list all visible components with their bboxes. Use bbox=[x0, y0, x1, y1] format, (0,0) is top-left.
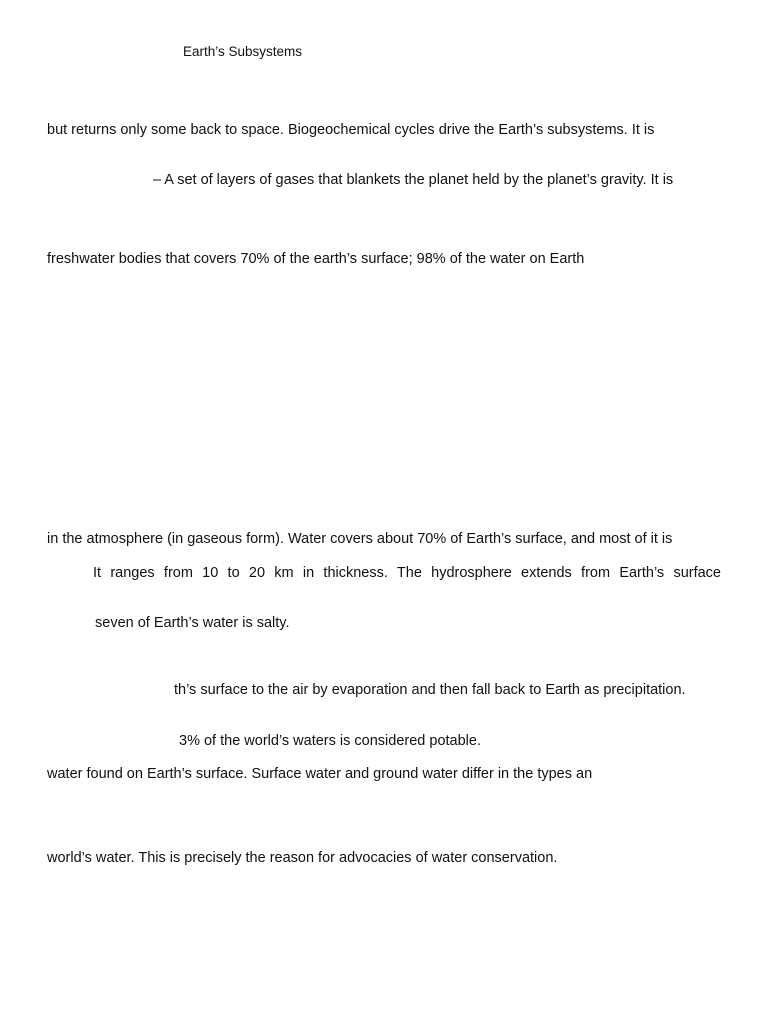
text-line: th’s surface to the air by evaporation and then fall back to Earth as precipitation. bbox=[174, 682, 686, 698]
text-line: water found on Earth’s surface. Surface water and ground water differ in the types an bbox=[47, 766, 593, 782]
text-line: in the atmosphere (in gaseous form). Water covers about 70% of Earth’s surface, and most of it is bbox=[47, 531, 673, 547]
text-line: world’s water. This is precisely the reason for advocacies of water conservation. bbox=[47, 850, 558, 866]
text-line: freshwater bodies that covers 70% of the earth’s surface; 98% of the water on Earth bbox=[47, 251, 585, 267]
text-line: 3% of the world’s waters is considered potable. bbox=[179, 733, 481, 749]
text-line: It ranges from 10 to 20 km in thickness. The hydrosphere extends from Earth’s surface bbox=[93, 565, 721, 581]
text-line: but returns only some back to space. Biogeochemical cycles drive the Earth’s subsystems. It is bbox=[47, 122, 655, 138]
text-line: seven of Earth’s water is salty. bbox=[95, 615, 290, 631]
text-line: – A set of layers of gases that blankets the planet held by the planet’s gravity. It is bbox=[153, 172, 674, 188]
page-title: Earth’s Subsystems bbox=[183, 44, 303, 59]
